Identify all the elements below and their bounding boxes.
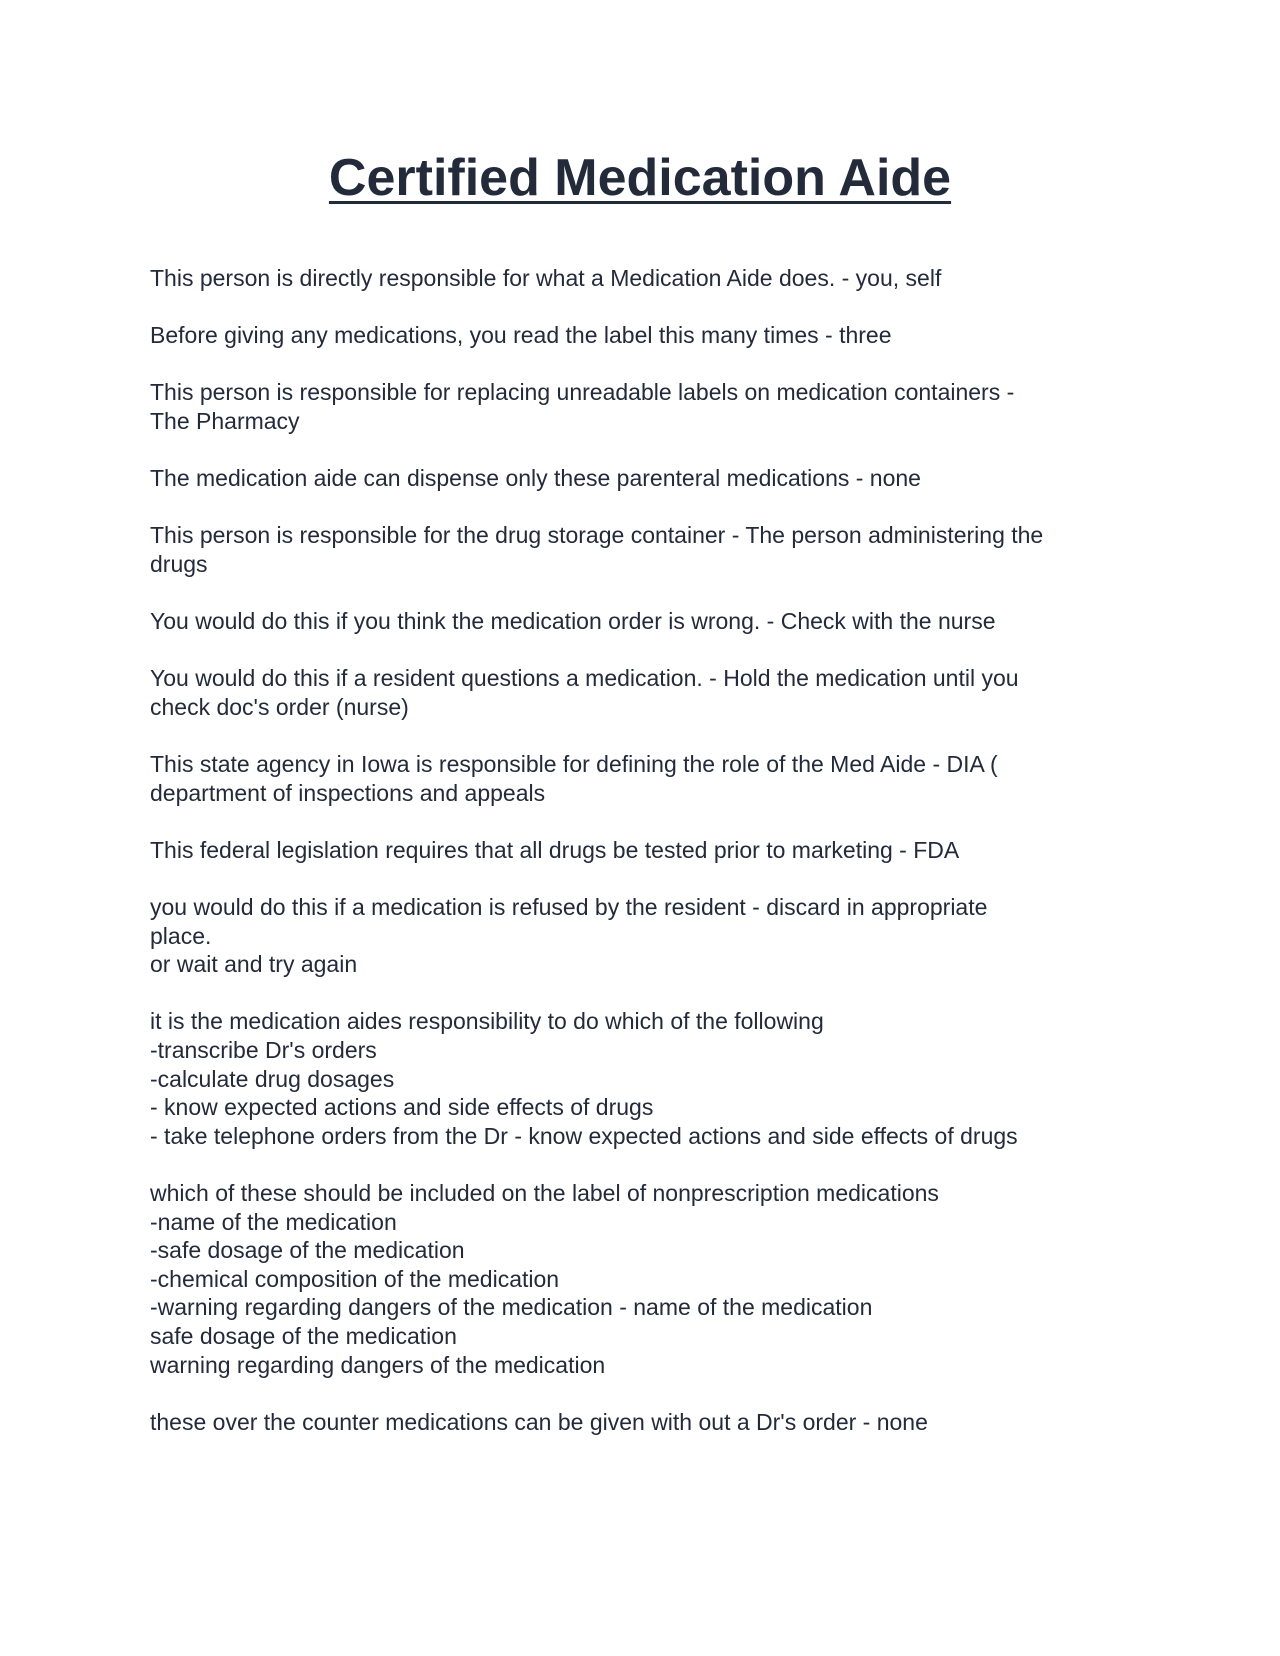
qa-entry-5: This person is responsible for the drug storage container - The person administering the drugs xyxy=(150,522,1044,577)
qa-entry-12: which of these should be included on the label of nonprescription medications -name of the medication -safe dosage of the medication -chemical composition of the medication -warning regarding dangers of the medication - name of the medication safe dosage of the medication warning regarding dangers of the medication xyxy=(150,1180,939,1378)
qa-entry-9: This federal legislation requires that all drugs be tested prior to marketing - FDA xyxy=(150,836,960,863)
qa-entry-11: it is the medication aides responsibility to do which of the following -transcribe Dr's orders -calculate drug dosages - know expected actions and side effects of drugs - take telephone orders from the Dr - know expected actions and side effects of drugs xyxy=(150,1008,1018,1149)
qa-entry-8: This state agency in Iowa is responsible for defining the role of the Med Aide - DIA ( department of inspections and appeals xyxy=(150,751,998,806)
document-title-text: Certified Medication Aide xyxy=(328,149,952,207)
document-title xyxy=(0,146,1280,210)
qa-entry-7: You would do this if a resident questions a medication. - Hold the medication until you check doc's order (nurse) xyxy=(150,665,1019,720)
qa-entry-2: Before giving any medications, you read the label this many times - three xyxy=(150,322,892,349)
qa-entry-3: This person is responsible for replacing unreadable labels on medication containers - The Pharmacy xyxy=(150,379,1015,434)
qa-entry-13: these over the counter medications can be given with out a Dr's order - none xyxy=(150,1408,928,1435)
qa-entry-4: The medication aide can dispense only these parenteral medications - none xyxy=(150,465,921,492)
qa-entry-1: This person is directly responsible for what a Medication Aide does. - you, self xyxy=(150,265,942,291)
qa-entry-6: You would do this if you think the medication order is wrong. - Check with the nurse xyxy=(150,608,996,635)
qa-entry-10: you would do this if a medication is refused by the resident - discard in appropriate place. or wait and try again xyxy=(150,894,988,978)
document-body xyxy=(150,264,1140,1465)
